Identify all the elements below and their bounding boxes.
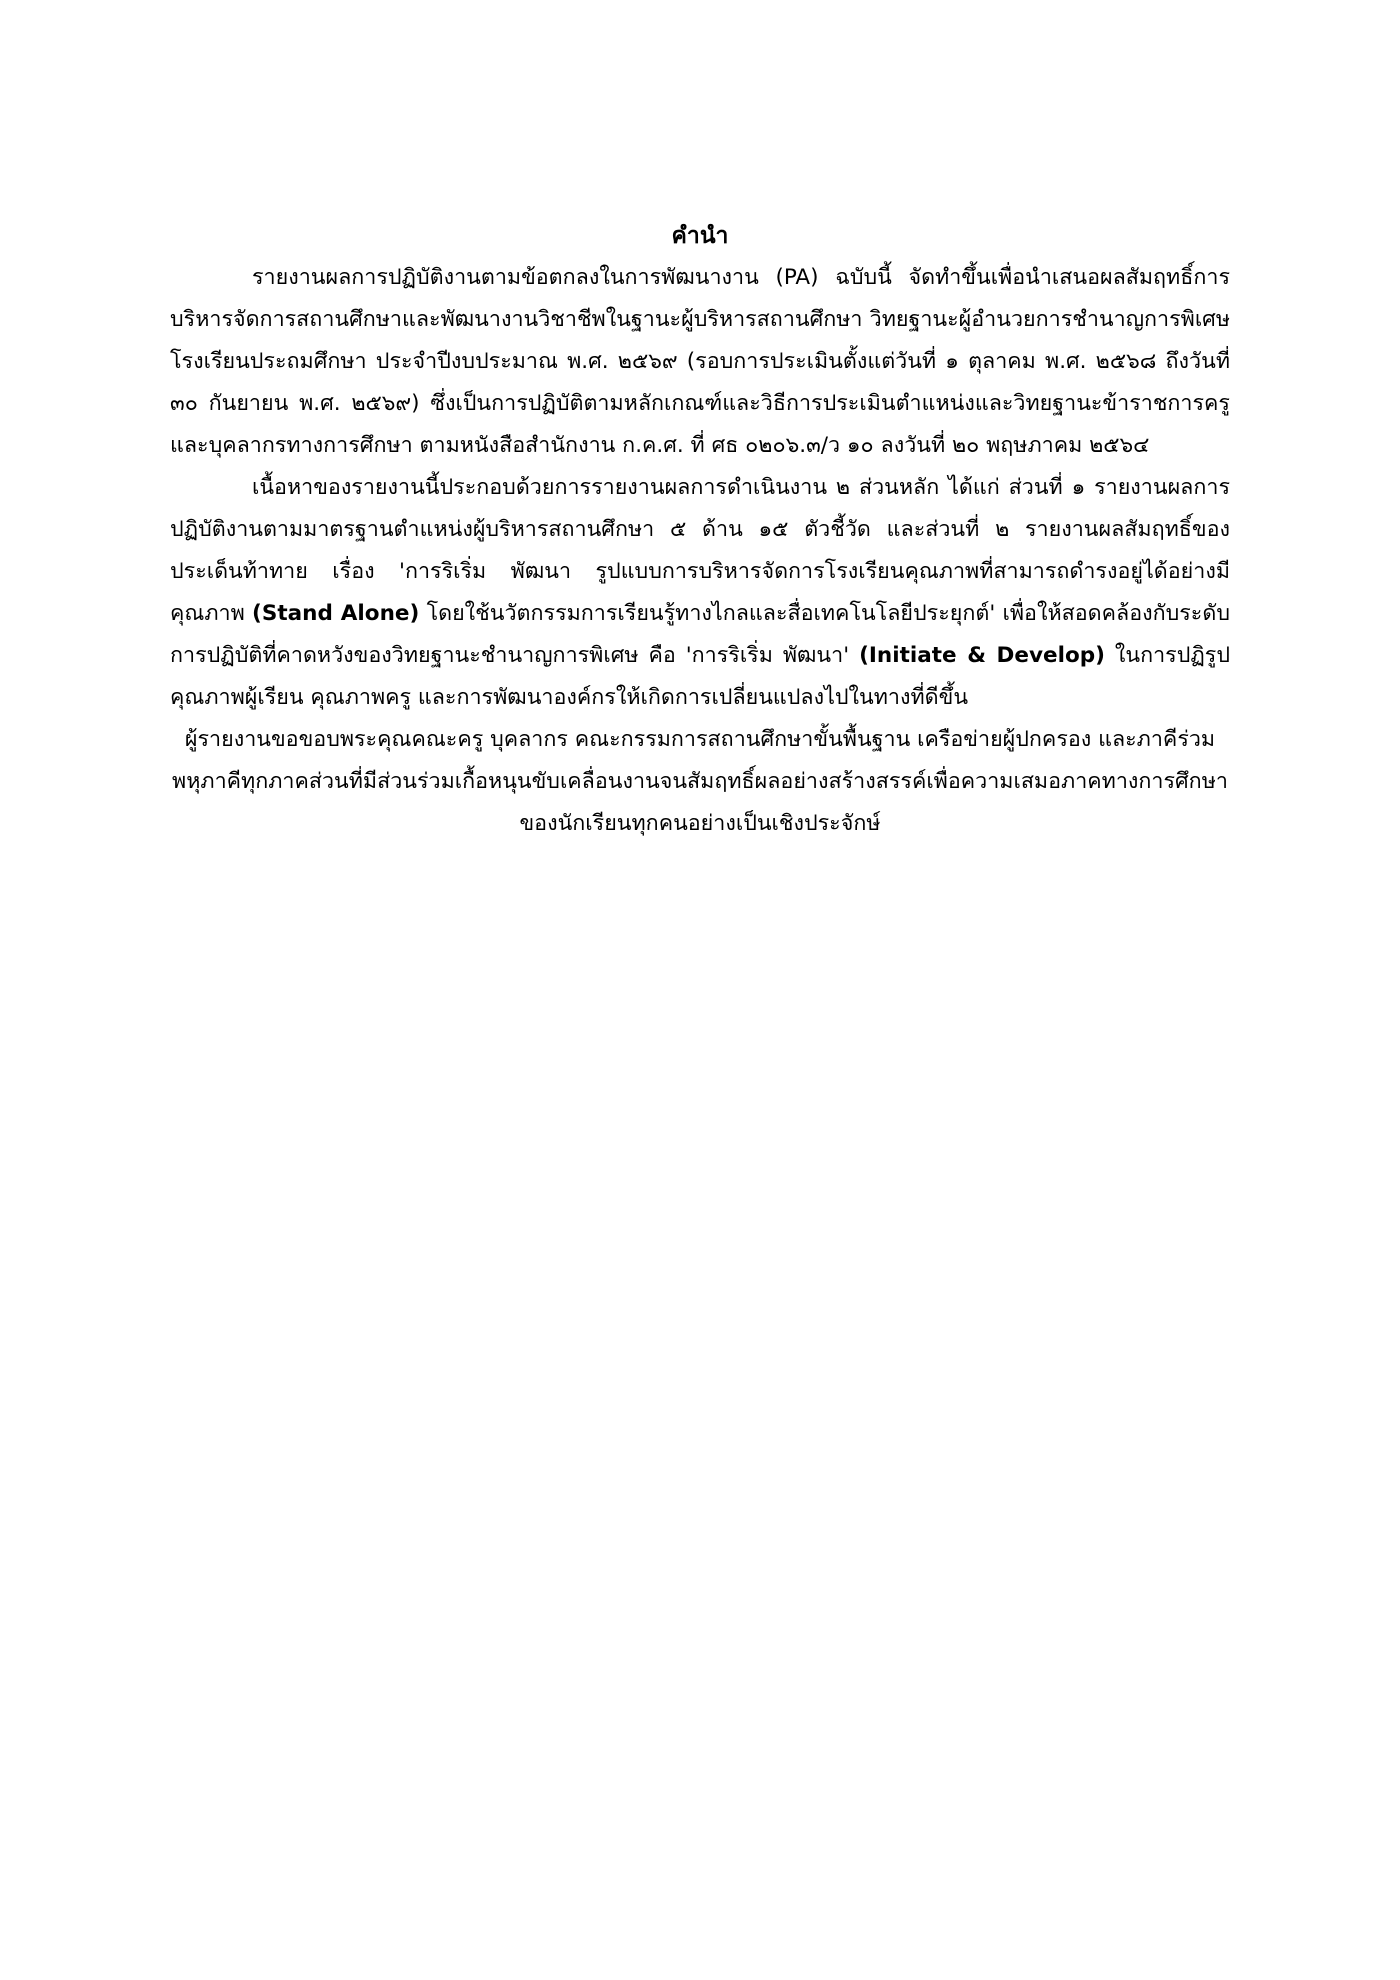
- paragraph-content-text-2: โดยใช้นวัตกรรมการเรียนรู้ทางไกลและสื่อเทคโนโลยีประยุกต์' เพื่อให้สอดคล้องกับระดับการปฏิบัติที่คาดหวังของวิทยฐานะชำนาญการพิเศษ คือ 'การริเริ่ม พัฒนา': [170, 601, 1230, 668]
- document-page: [170, 215, 1230, 845]
- paragraph-content-bold-2: (Initiate & Develop): [859, 643, 1105, 668]
- paragraph-content-text-3: ในการปฏิรูปคุณภาพผู้เรียน คุณภาพครู และการพัฒนาองค์กรให้เกิดการเปลี่ยนแปลงไปในทางที่ดีขึ้น: [170, 643, 1230, 710]
- paragraph-content-text-1: เนื้อหาของรายงานนี้ประกอบด้วยการรายงานผลการดำเนินงาน ๒ ส่วนหลัก ได้แก่ ส่วนที่ ๑ รายงานผลการปฏิบัติงานตามมาตรฐานตำแหน่งผู้บริหารสถานศึกษา ๕ ด้าน ๑๕ ตัวชี้วัด และส่วนที่ ๒ รายงานผลสัมฤทธิ์ของประเด็นท้าทาย เรื่อง 'การริเริ่ม พัฒนา รูปแบบการบริหารจัดการโรงเรียนคุณภาพที่สามารถดำรงอยู่ได้อย่างมีคุณภาพ: [170, 475, 1230, 626]
- paragraph-content: [170, 467, 1230, 719]
- paragraph-content-bold-1: (Stand Alone): [252, 601, 420, 626]
- paragraph-intro: รายงานผลการปฏิบัติงานตามข้อตกลงในการพัฒนางาน (PA) ฉบับนี้ จัดทำขึ้นเพื่อนำเสนอผลสัมฤทธิ์การบริหารจัดการสถานศึกษาและพัฒนางานวิชาชีพในฐานะผู้บริหารสถานศึกษา วิทยฐานะผู้อำนวยการชำนาญการพิเศษ โรงเรียนประถมศึกษา ประจำปีงบประมาณ พ.ศ. ๒๕๖๙ (รอบการประเมินตั้งแต่วันที่ ๑ ตุลาคม พ.ศ. ๒๕๖๘ ถึงวันที่ ๓๐ กันยายน พ.ศ. ๒๕๖๙) ซึ่งเป็นการปฏิบัติตามหลักเกณฑ์และวิธีการประเมินตำแหน่งและวิทยฐานะข้าราชการครูและบุคลากรทางการศึกษา ตามหนังสือสำนักงาน ก.ค.ศ. ที่ ศธ ๐๒๐๖.๓/ว ๑๐ ลงวันที่ ๒๐ พฤษภาคม ๒๕๖๔: [170, 265, 1230, 458]
- paragraph-thanks: ผู้รายงานขอขอบพระคุณคณะครู บุคลากร คณะกรรมการสถานศึกษาขั้นพื้นฐาน เครือข่ายผู้ปกครอง และภาคีร่วมพหุภาคีทุกภาคส่วนที่มีส่วนร่วมเกื้อหนุนขับเคลื่อนงานจนสัมฤทธิ์ผลอย่างสร้างสรรค์เพื่อความเสมอภาคทางการศึกษาของนักเรียนทุกคนอย่างเป็นเชิงประจักษ์: [172, 727, 1228, 836]
- page-title: คำนำ: [671, 223, 729, 249]
